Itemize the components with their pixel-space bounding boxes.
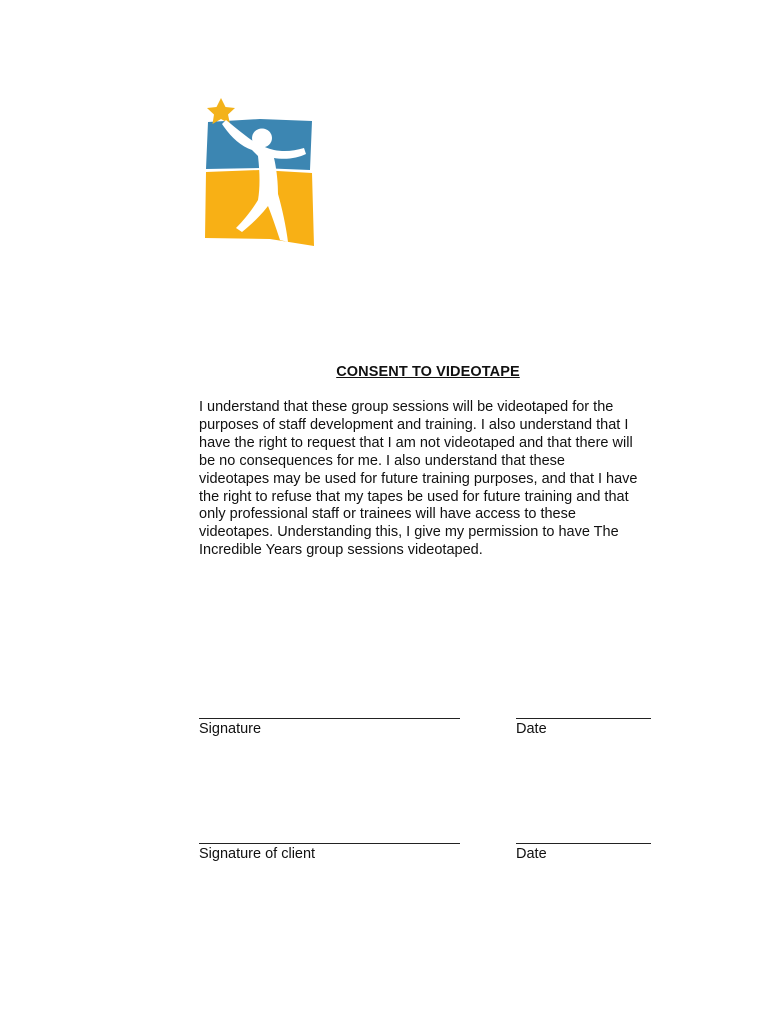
body-line: videotapes. Understanding this, I give my permission to have The (199, 524, 619, 541)
body-line: I understand that these group sessions will be videotaped for the (199, 399, 614, 415)
body-line: only professional staff or trainees will have access to these (199, 506, 576, 523)
body-line: videotapes may be used for future training purposes, and that I have (199, 470, 638, 487)
body-line: purposes of staff development and training. I also understand that I (199, 416, 629, 433)
star-icon (207, 98, 235, 124)
client-date-label: Date (516, 846, 547, 862)
body-line: be no consequences for me. I also understand that these (199, 452, 565, 469)
body-line: the right to refuse that my tapes be used for future training and that (199, 488, 629, 505)
date-line[interactable] (516, 718, 651, 719)
client-signature-label: Signature of client (199, 846, 316, 862)
signature-line[interactable] (199, 718, 460, 719)
incredible-years-logo (200, 96, 322, 246)
page-title: CONSENT TO VIDEOTAPE (336, 364, 520, 380)
client-signature-line[interactable] (199, 843, 460, 844)
consent-paragraph (199, 399, 669, 560)
signature-label: Signature (199, 721, 262, 737)
body-line: Incredible Years group sessions videotaped. (199, 542, 483, 559)
body-line: have the right to request that I am not videotaped and that there will (199, 434, 633, 451)
client-date-line[interactable] (516, 843, 651, 844)
date-label: Date (516, 721, 547, 737)
